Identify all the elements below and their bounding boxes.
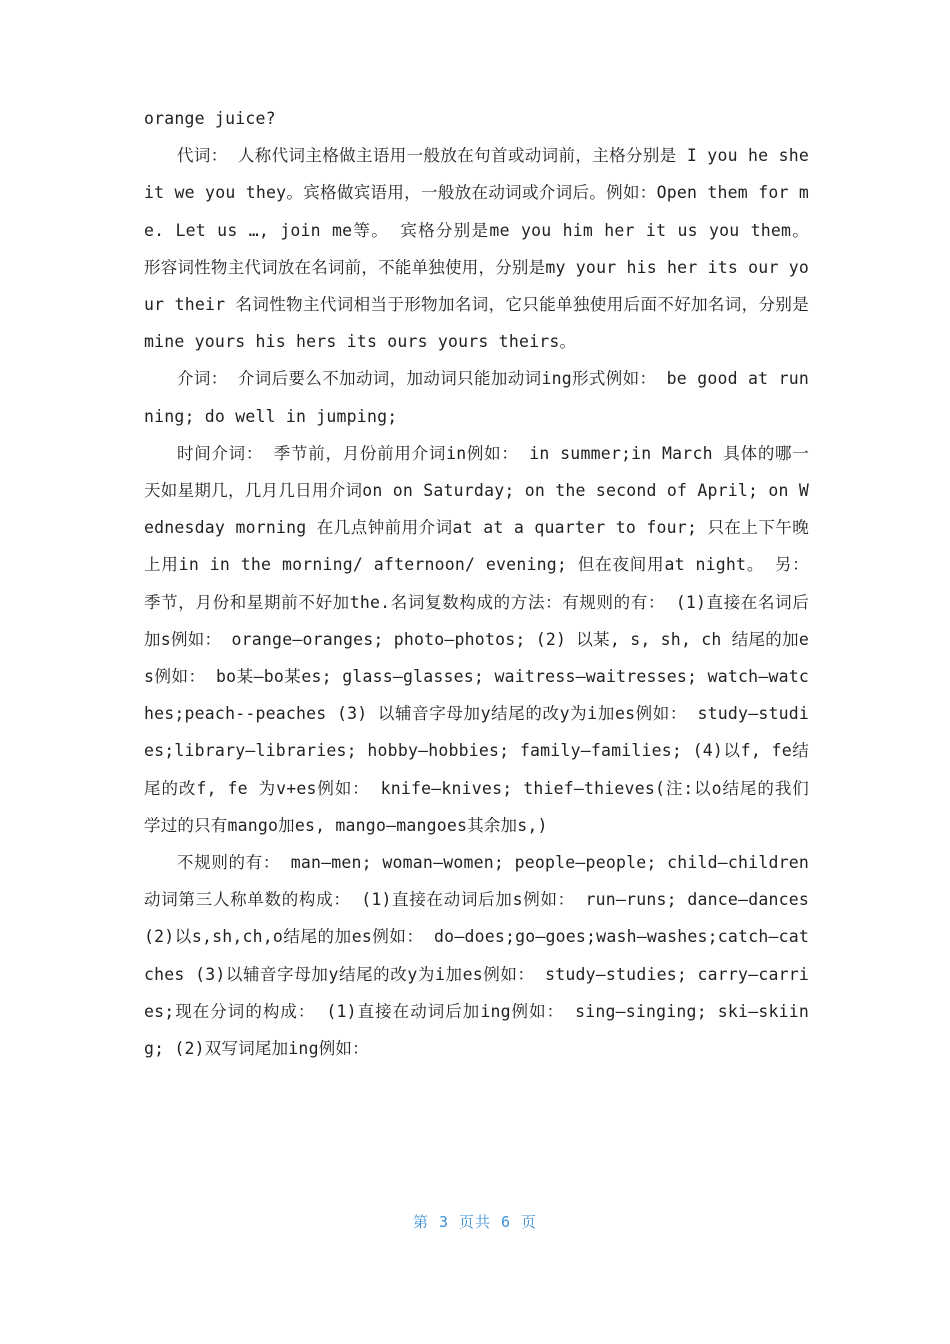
paragraph-time-prepositions: 时间介词： 季节前，月份前用介词in例如： in summer;in March 具体的哪一天如星期几，几月几日用介词on on Saturday; on the second of April; on Wednesday morning 在几点钟前用介词at at a quarter to four; 只在上下午晚上用in in the morning/ afternoon/ evening; 但在夜间用at night。 另：季节，月份和星期前不好加the.名词复数构成的方法：有规则的有： (1)直接在名词后加s例如： orange—oranges; photo—photos; (2) 以某, s, sh, ch 结尾的加es例如： bo某—bo某es; glass—glasses; waitress—waitresses; watch—watches;peach--peaches (3) 以辅音字母加y结尾的改y为i加es例如： study—studies;library—libraries; hobby—hobbies; family—families; (4)以f, fe结尾的改f, fe 为v+es例如： knife—knives; thief—thieves(注:以o结尾的我们学过的只有mango加es, mango—mangoes其余加s,): [144, 443, 809, 835]
footer-total-pages: 6: [501, 1213, 512, 1231]
footer-suffix: 页: [521, 1213, 538, 1231]
paragraph-pronouns: 代词： 人称代词主格做主语用一般放在句首或动词前，主格分别是 I you he she it we you they。宾格做宾语用，一般放在动词或介词后。例如：Open them for me. Let us …, join me等。 宾格分别是me you him her it us you them。 形容词性物主代词放在名词前，不能单独使用，分别是my your his her its our your their 名词性物主代词相当于形物加名词，它只能单独使用后面不好加名词，分别是mine yours his hers its ours yours theirs。: [144, 146, 809, 352]
footer-prefix: 第: [412, 1213, 429, 1231]
paragraph-continuation: orange juice?: [144, 109, 276, 128]
paragraph-irregular-plurals: 不规则的有： man—men; woman—women; people—people; child—children动词第三人称单数的构成： (1)直接在动词后加s例如： run—runs; dance—dances (2)以s,sh,ch,o结尾的加es例如： do—does;go—goes;wash—washes;catch—catches (3)以辅音字母加y结尾的改y为i加es例如： study—studies; carry—carries;现在分词的构成： (1)直接在动词后加ing例如： sing—singing; ski—skiing; (2)双写词尾加ing例如：: [144, 853, 809, 1059]
page-footer: [0, 1211, 950, 1232]
footer-middle: 页共: [458, 1213, 491, 1231]
paragraph-prepositions: 介词： 介词后要么不加动词，加动词只能加动词ing形式例如： be good at running; do well in jumping;: [144, 369, 809, 426]
footer-page-number: 3: [438, 1213, 449, 1231]
document-body: [144, 100, 809, 1067]
